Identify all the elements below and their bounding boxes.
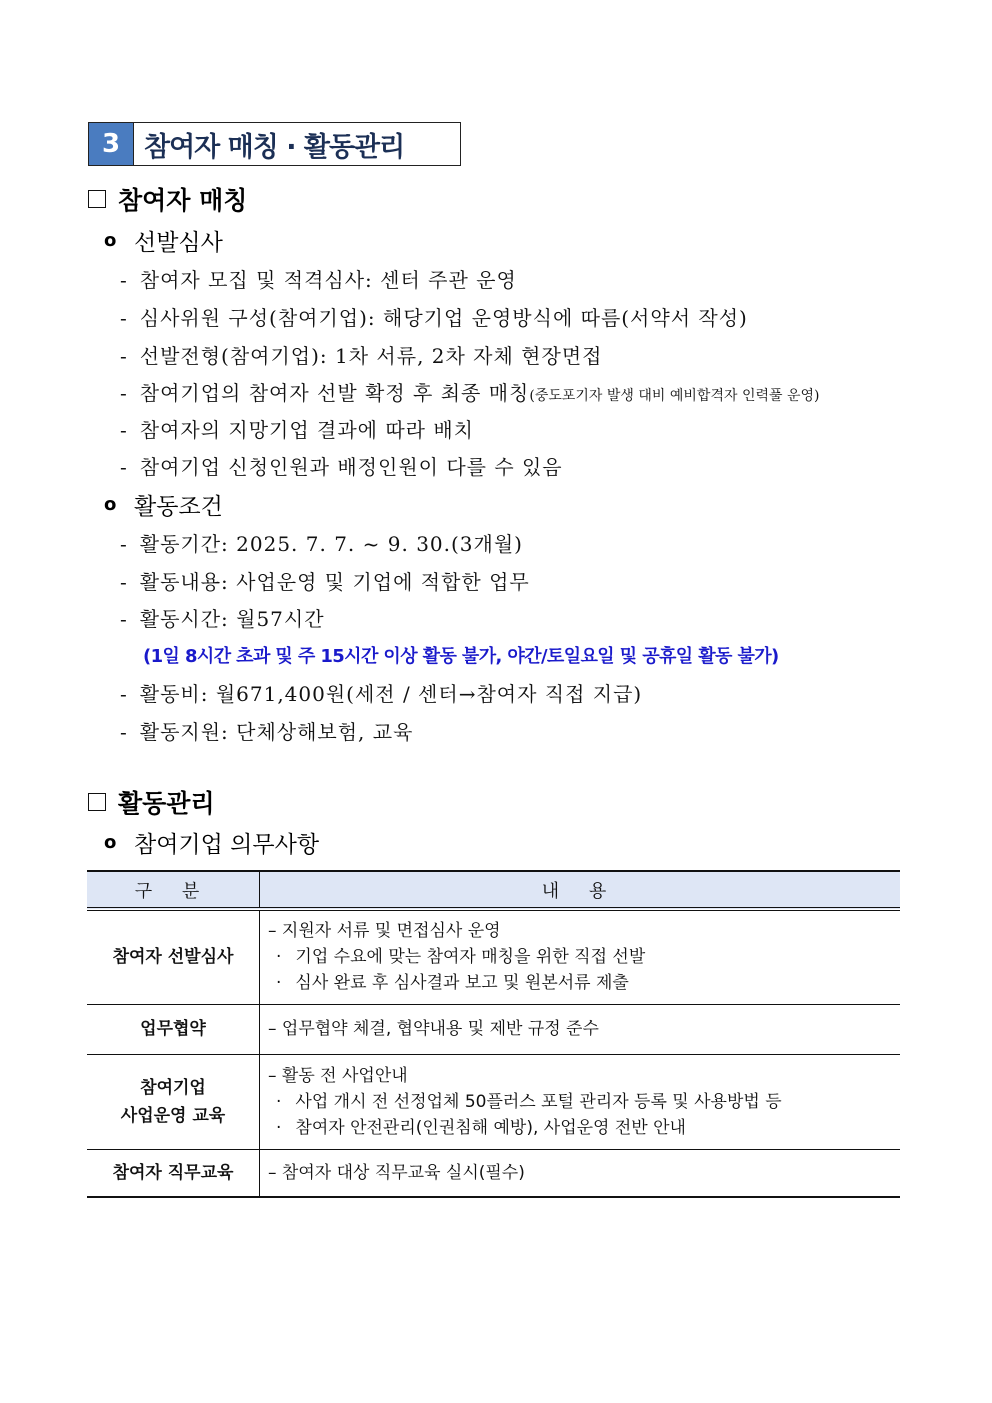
table-header-row — [87, 871, 900, 909]
item-text: 활동시간: 월57시간 — [139, 607, 325, 631]
subheading-text: 활동조건 — [134, 494, 223, 520]
item-text: 활동내용: 사업운영 및 기업에 적합한 업무 — [139, 570, 530, 594]
section-title-box — [88, 122, 461, 166]
list-item — [120, 302, 748, 331]
sub-text: 사업 개시 전 선정업체 50플러스 포털 관리자 등록 및 사용방법 등 — [295, 1091, 782, 1112]
table-row — [87, 1054, 900, 1149]
row-content — [260, 1149, 901, 1197]
circle-bullet-icon: o — [104, 832, 117, 853]
list-item — [120, 414, 474, 443]
content-main: – 업무협약 체결, 협약내용 및 제반 규정 준수 — [268, 1019, 599, 1039]
item-text: 활동지원: 단체상해보험, 교육 — [139, 720, 414, 744]
item-text: 심사위원 구성(참여기업): 해당기업 운영방식에 따름(서약서 작성) — [139, 306, 748, 330]
dash-bullet: - — [120, 268, 128, 292]
content-sub — [268, 944, 900, 970]
list-item — [120, 716, 413, 745]
list-item — [120, 340, 602, 369]
row-category: 업무협약 — [87, 1004, 260, 1054]
item-text: 활동비: 월671,400원(세전 / 센터→참여자 직접 지급) — [139, 682, 643, 706]
row-category: 참여자 직무교육 — [87, 1149, 260, 1197]
sub-text: 심사 완료 후 심사결과 보고 및 원본서류 제출 — [295, 973, 629, 994]
content-sub — [268, 970, 900, 996]
item-text: 참여자 모집 및 적격심사: 센터 주관 운영 — [139, 268, 517, 292]
list-item — [120, 528, 523, 557]
list-item — [120, 264, 517, 293]
dash-bullet: - — [120, 720, 128, 744]
subheading-text: 참여기업 의무사항 — [134, 832, 320, 858]
list-item — [120, 451, 563, 480]
sub-text: 기업 수요에 맞는 참여자 매칭을 위한 직접 선발 — [295, 947, 646, 968]
list-item — [120, 377, 820, 406]
item-text: 참여기업의 참여자 선발 확정 후 최종 매칭 — [139, 381, 530, 405]
content-sub — [268, 1089, 900, 1115]
section-title: 참여자 매칭 · 활동관리 — [144, 131, 405, 163]
subheading-duties — [104, 826, 319, 859]
item-text: 선발전형(참여기업): 1차 서류, 2차 자체 현장면접 — [139, 344, 603, 368]
header-category: 구 분 — [87, 871, 260, 909]
row-content — [260, 1004, 901, 1054]
circle-bullet-icon: o — [104, 230, 117, 251]
content-main: – 지원자 서류 및 면접심사 운영 — [268, 921, 501, 942]
subheading-selection — [104, 224, 223, 257]
header-content: 내 용 — [260, 871, 901, 909]
subheading-text: 선발심사 — [134, 230, 223, 256]
circle-bullet-icon: o — [104, 494, 117, 515]
heading-matching — [88, 181, 247, 217]
list-item — [120, 603, 325, 632]
dash-bullet: - — [120, 532, 128, 556]
list-item — [120, 566, 530, 595]
row-content — [260, 909, 901, 1004]
dot-bullet: · — [276, 1091, 282, 1112]
table-row — [87, 909, 900, 1004]
row-category — [87, 1054, 260, 1149]
duties-table — [87, 870, 900, 1198]
section-number: 3 — [89, 123, 134, 165]
item-note: (중도포기자 발생 대비 예비합격자 인력풀 운영) — [529, 388, 820, 404]
activity-restriction-note: (1일 8시간 초과 및 주 15시간 이상 활동 불가, 야간/토일요일 및 공휴일 활동 불가) — [143, 646, 779, 667]
category-line: 참여기업 — [140, 1077, 206, 1098]
heading-management — [88, 784, 215, 820]
dot-bullet: · — [276, 973, 282, 994]
item-text: 참여자의 지망기업 결과에 따라 배치 — [139, 418, 474, 442]
dash-bullet: - — [120, 306, 128, 330]
heading-text: 활동관리 — [118, 789, 215, 818]
square-bullet-icon — [88, 793, 106, 811]
item-text: 참여기업 신청인원과 배정인원이 다를 수 있음 — [139, 455, 563, 479]
category-line: 사업운영 교육 — [120, 1105, 226, 1126]
dot-bullet: · — [276, 947, 282, 968]
dash-bullet: - — [120, 455, 128, 479]
subheading-conditions — [104, 488, 223, 521]
item-text: 활동기간: 2025. 7. 7. ~ 9. 30.(3개월) — [139, 532, 523, 556]
dash-bullet: - — [120, 570, 128, 594]
table-row — [87, 1004, 900, 1054]
content-main: – 참여자 대상 직무교육 실시(필수) — [268, 1162, 525, 1183]
heading-text: 참여자 매칭 — [118, 186, 248, 215]
square-bullet-icon — [88, 190, 106, 208]
dot-bullet: · — [276, 1117, 282, 1138]
row-category: 참여자 선발심사 — [87, 909, 260, 1004]
row-content — [260, 1054, 901, 1149]
content-main: – 활동 전 사업안내 — [268, 1065, 408, 1086]
dash-bullet: - — [120, 418, 128, 442]
list-item — [120, 678, 642, 707]
content-sub — [268, 1115, 900, 1141]
dash-bullet: - — [120, 381, 128, 405]
dash-bullet: - — [120, 607, 128, 631]
table-row — [87, 1149, 900, 1197]
sub-text: 참여자 안전관리(인권침해 예방), 사업운영 전반 안내 — [295, 1117, 686, 1138]
dash-bullet: - — [120, 344, 128, 368]
dash-bullet: - — [120, 682, 128, 706]
